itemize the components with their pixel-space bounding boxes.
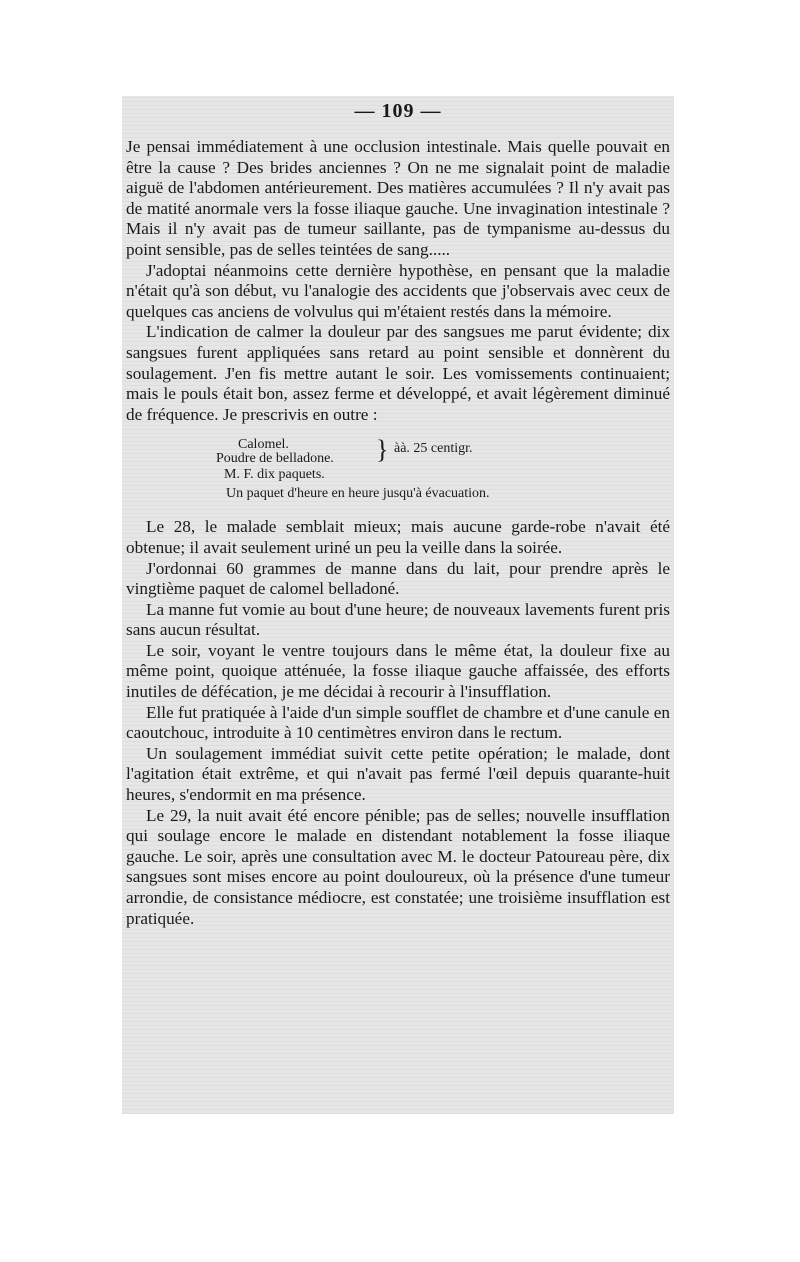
prescription-calomel: Calomel. — [238, 437, 289, 453]
page-number: — 109 — — [354, 100, 442, 122]
prescription-brace: } — [376, 435, 389, 465]
prescription-belladone: Poudre de belladone. — [216, 451, 334, 467]
paragraph: Le 29, la nuit avait été encore pénible; pas de selles; nouvelle insufflation qui soulage encore le malade en distendant notablement la fosse iliaque gauche. Le soir, après une consultation avec M. le docteur Patoureau père, dix sangsues sont mises encore au point douloureux, où la présence d'une tumeur arrondie, de consistance médiocre, est constatée; une troisième insufflation est pratiquée. — [126, 805, 670, 928]
paragraph: Le soir, voyant le ventre toujours dans le même état, la douleur fixe au même point, quoique atténuée, la fosse iliaque gauche affaissée, des efforts inutiles de défécation, je me décidai à recourir à l'insufflation. — [126, 640, 670, 702]
paragraph: Le 28, le malade semblait mieux; mais aucune garde-robe n'avait été obtenue; il avait seulement uriné un peu la veille dans la soirée. — [126, 517, 670, 557]
prescription-mf: M. F. dix paquets. — [224, 467, 325, 483]
paragraph: Elle fut pratiquée à l'aide d'un simple soufflet de chambre et d'une canule en caoutchouc, introduite à 10 centimètres environ dans le rectum. — [126, 702, 670, 743]
prescription-dose: àà. 25 centigr. — [394, 441, 473, 457]
paragraph: J'adoptai néanmoins cette dernière hypothèse, en pensant que la maladie n'était qu'à son début, vu l'analogie des accidents que j'observais avec ceux de quelques cas anciens de volvulus qui m'étaient restés dans la mémoire. — [126, 260, 670, 321]
prescription — [126, 431, 670, 483]
paragraph: J'ordonnai 60 grammes de manne dans du lait, pour prendre après le vingtième paquet de calomel belladoné. — [126, 558, 670, 599]
paragraph: La manne fut vomie au bout d'une heure; de nouveaux lavements furent pris sans aucun résultat. — [126, 599, 670, 640]
paragraph: Un soulagement immédiat suivit cette petite opération; le malade, dont l'agitation était extrême, et qui n'avait pas fermé l'œil depuis quarante-huit heures, s'endormit en ma présence. — [126, 743, 670, 805]
text-block — [122, 96, 674, 1114]
paragraph: Je pensai immédiatement à une occlusion intestinale. Mais quelle pouvait en être la cause ? Des brides anciennes ? On ne me signalait point de maladie aiguë de l'abdomen antérieurement. Des matières accumulées ? Il n'y avait pas de matité anormale vers la fosse iliaque gauche. Une invagination intestinale ? Mais il n'y avait pas de tumeur saillante, pas de tympanisme au-dessus du point sensible, pas de selles teintées de sang..... — [126, 137, 670, 259]
paragraph: L'indication de calmer la douleur par des sangsues me parut évidente; dix sangsues furent appliquées sans retard au point sensible et donnèrent du soulagement. J'en fis mettre autant le soir. Les vomissements continuaient; mais le pouls était bon, assez ferme et développé, et avait légèrement diminué de fréquence. Je prescrivis en outre : — [126, 322, 670, 424]
prescription-note: Un paquet d'heure en heure jusqu'à évacuation. — [226, 486, 490, 502]
